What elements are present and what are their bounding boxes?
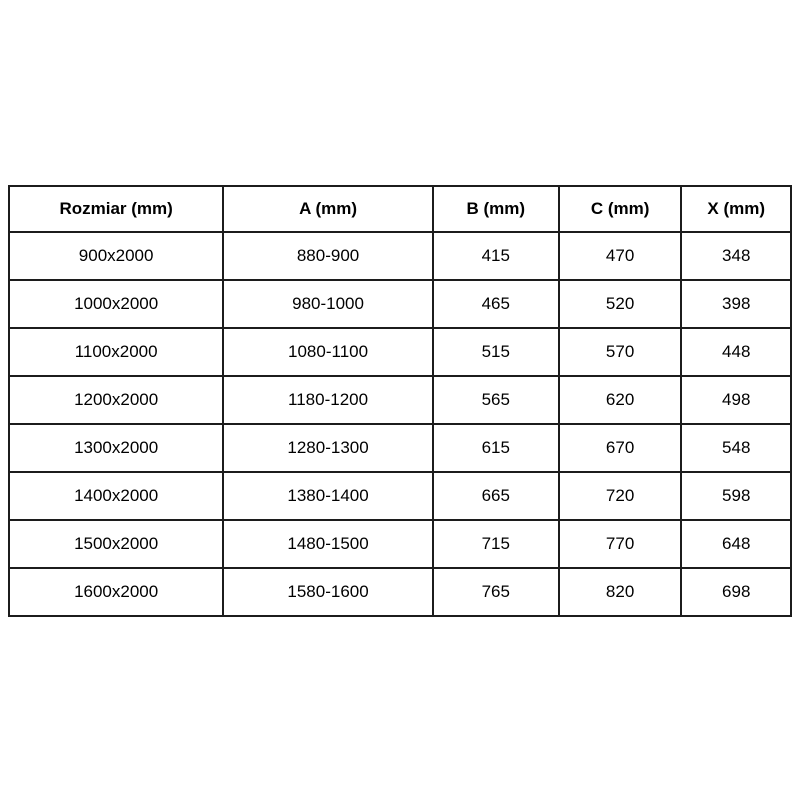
- table-row: [9, 424, 791, 472]
- table-body: [9, 232, 791, 616]
- table-cell: 465: [433, 280, 559, 328]
- table-cell: 1080-1100: [223, 328, 433, 376]
- table-cell: 770: [559, 520, 682, 568]
- table-cell: 1500x2000: [9, 520, 223, 568]
- column-header: A (mm): [223, 186, 433, 232]
- table-cell: 1400x2000: [9, 472, 223, 520]
- table-cell: 698: [681, 568, 791, 616]
- table-cell: 548: [681, 424, 791, 472]
- table-cell: 520: [559, 280, 682, 328]
- table-cell: 670: [559, 424, 682, 472]
- table-cell: 1580-1600: [223, 568, 433, 616]
- table-cell: 348: [681, 232, 791, 280]
- column-header: X (mm): [681, 186, 791, 232]
- table-cell: 1000x2000: [9, 280, 223, 328]
- column-header: B (mm): [433, 186, 559, 232]
- table-cell: 565: [433, 376, 559, 424]
- table-cell: 765: [433, 568, 559, 616]
- table-cell: 415: [433, 232, 559, 280]
- table-cell: 880-900: [223, 232, 433, 280]
- table-cell: 498: [681, 376, 791, 424]
- table-cell: 1300x2000: [9, 424, 223, 472]
- table-cell: 598: [681, 472, 791, 520]
- column-header: C (mm): [559, 186, 682, 232]
- table-cell: 980-1000: [223, 280, 433, 328]
- table-cell: 1600x2000: [9, 568, 223, 616]
- table-header-row: [9, 186, 791, 232]
- table-cell: 1480-1500: [223, 520, 433, 568]
- table-cell: 715: [433, 520, 559, 568]
- table-cell: 720: [559, 472, 682, 520]
- table-cell: 665: [433, 472, 559, 520]
- table-cell: 820: [559, 568, 682, 616]
- table-row: [9, 472, 791, 520]
- table-cell: 570: [559, 328, 682, 376]
- table-header: [9, 186, 791, 232]
- table-row: [9, 280, 791, 328]
- table-row: [9, 232, 791, 280]
- column-header: Rozmiar (mm): [9, 186, 223, 232]
- size-spec-table: [8, 185, 792, 617]
- table-cell: 615: [433, 424, 559, 472]
- table-cell: 1280-1300: [223, 424, 433, 472]
- table-cell: 1200x2000: [9, 376, 223, 424]
- table-cell: 620: [559, 376, 682, 424]
- table-cell: 470: [559, 232, 682, 280]
- table-row: [9, 568, 791, 616]
- table-cell: 515: [433, 328, 559, 376]
- table-row: [9, 328, 791, 376]
- table-cell: 1380-1400: [223, 472, 433, 520]
- table-cell: 900x2000: [9, 232, 223, 280]
- table-cell: 1180-1200: [223, 376, 433, 424]
- table-cell: 448: [681, 328, 791, 376]
- table-cell: 1100x2000: [9, 328, 223, 376]
- table-cell: 398: [681, 280, 791, 328]
- table-row: [9, 520, 791, 568]
- table-cell: 648: [681, 520, 791, 568]
- table-row: [9, 376, 791, 424]
